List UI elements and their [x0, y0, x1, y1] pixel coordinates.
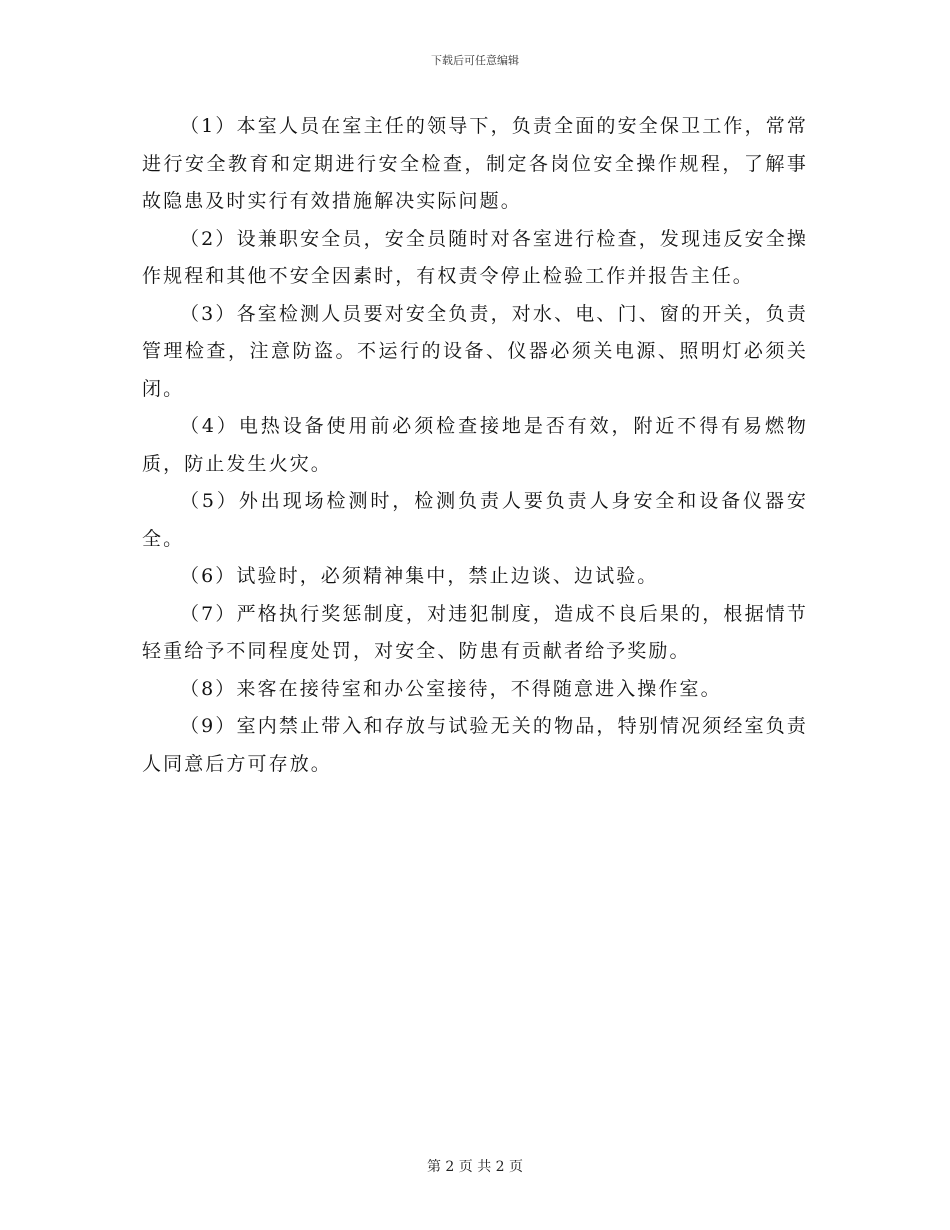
document-body	[142, 108, 808, 783]
page-header: 下载后可任意编辑	[431, 54, 519, 67]
rule-paragraph-3: （3）各室检测人员要对安全负责，对水、电、门、窗的开关，负责管理检查，注意防盗。不运行的设备、仪器必须关电源、照明灯必须关闭。	[142, 302, 808, 400]
rule-paragraph-9: （9）室内禁止带入和存放与试验无关的物品，特别情况须经室负责人同意后方可存放。	[142, 715, 808, 775]
page-number: 第 2 页 共 2 页	[426, 1159, 524, 1175]
rule-paragraph-5: （5）外出现场检测时，检测负责人要负责人身安全和设备仪器安全。	[142, 490, 808, 550]
rule-paragraph-1: （1）本室人员在室主任的领导下，负责全面的安全保卫工作，常常进行安全教育和定期进行安全检查，制定各岗位安全操作规程，了解事故隐患及时实行有效措施解决实际问题。	[142, 115, 808, 212]
rule-paragraph-6: （6）试验时，必须精神集中，禁止边谈、边试验。	[180, 565, 659, 587]
rule-paragraph-7: （7）严格执行奖惩制度，对违犯制度，造成不良后果的，根据情节轻重给予不同程度处罚，对安全、防患有贡献者给予奖励。	[142, 602, 808, 662]
rule-paragraph-2: （2）设兼职安全员，安全员随时对各室进行检查，发现违反安全操作规程和其他不安全因素时，有权责令停止检验工作并报告主任。	[142, 227, 808, 287]
rule-paragraph-4: （4）电热设备使用前必须检查接地是否有效，附近不得有易燃物质，防止发生火灾。	[142, 415, 808, 475]
rule-paragraph-8: （8）来客在接待室和办公室接待，不得随意进入操作室。	[180, 677, 722, 700]
